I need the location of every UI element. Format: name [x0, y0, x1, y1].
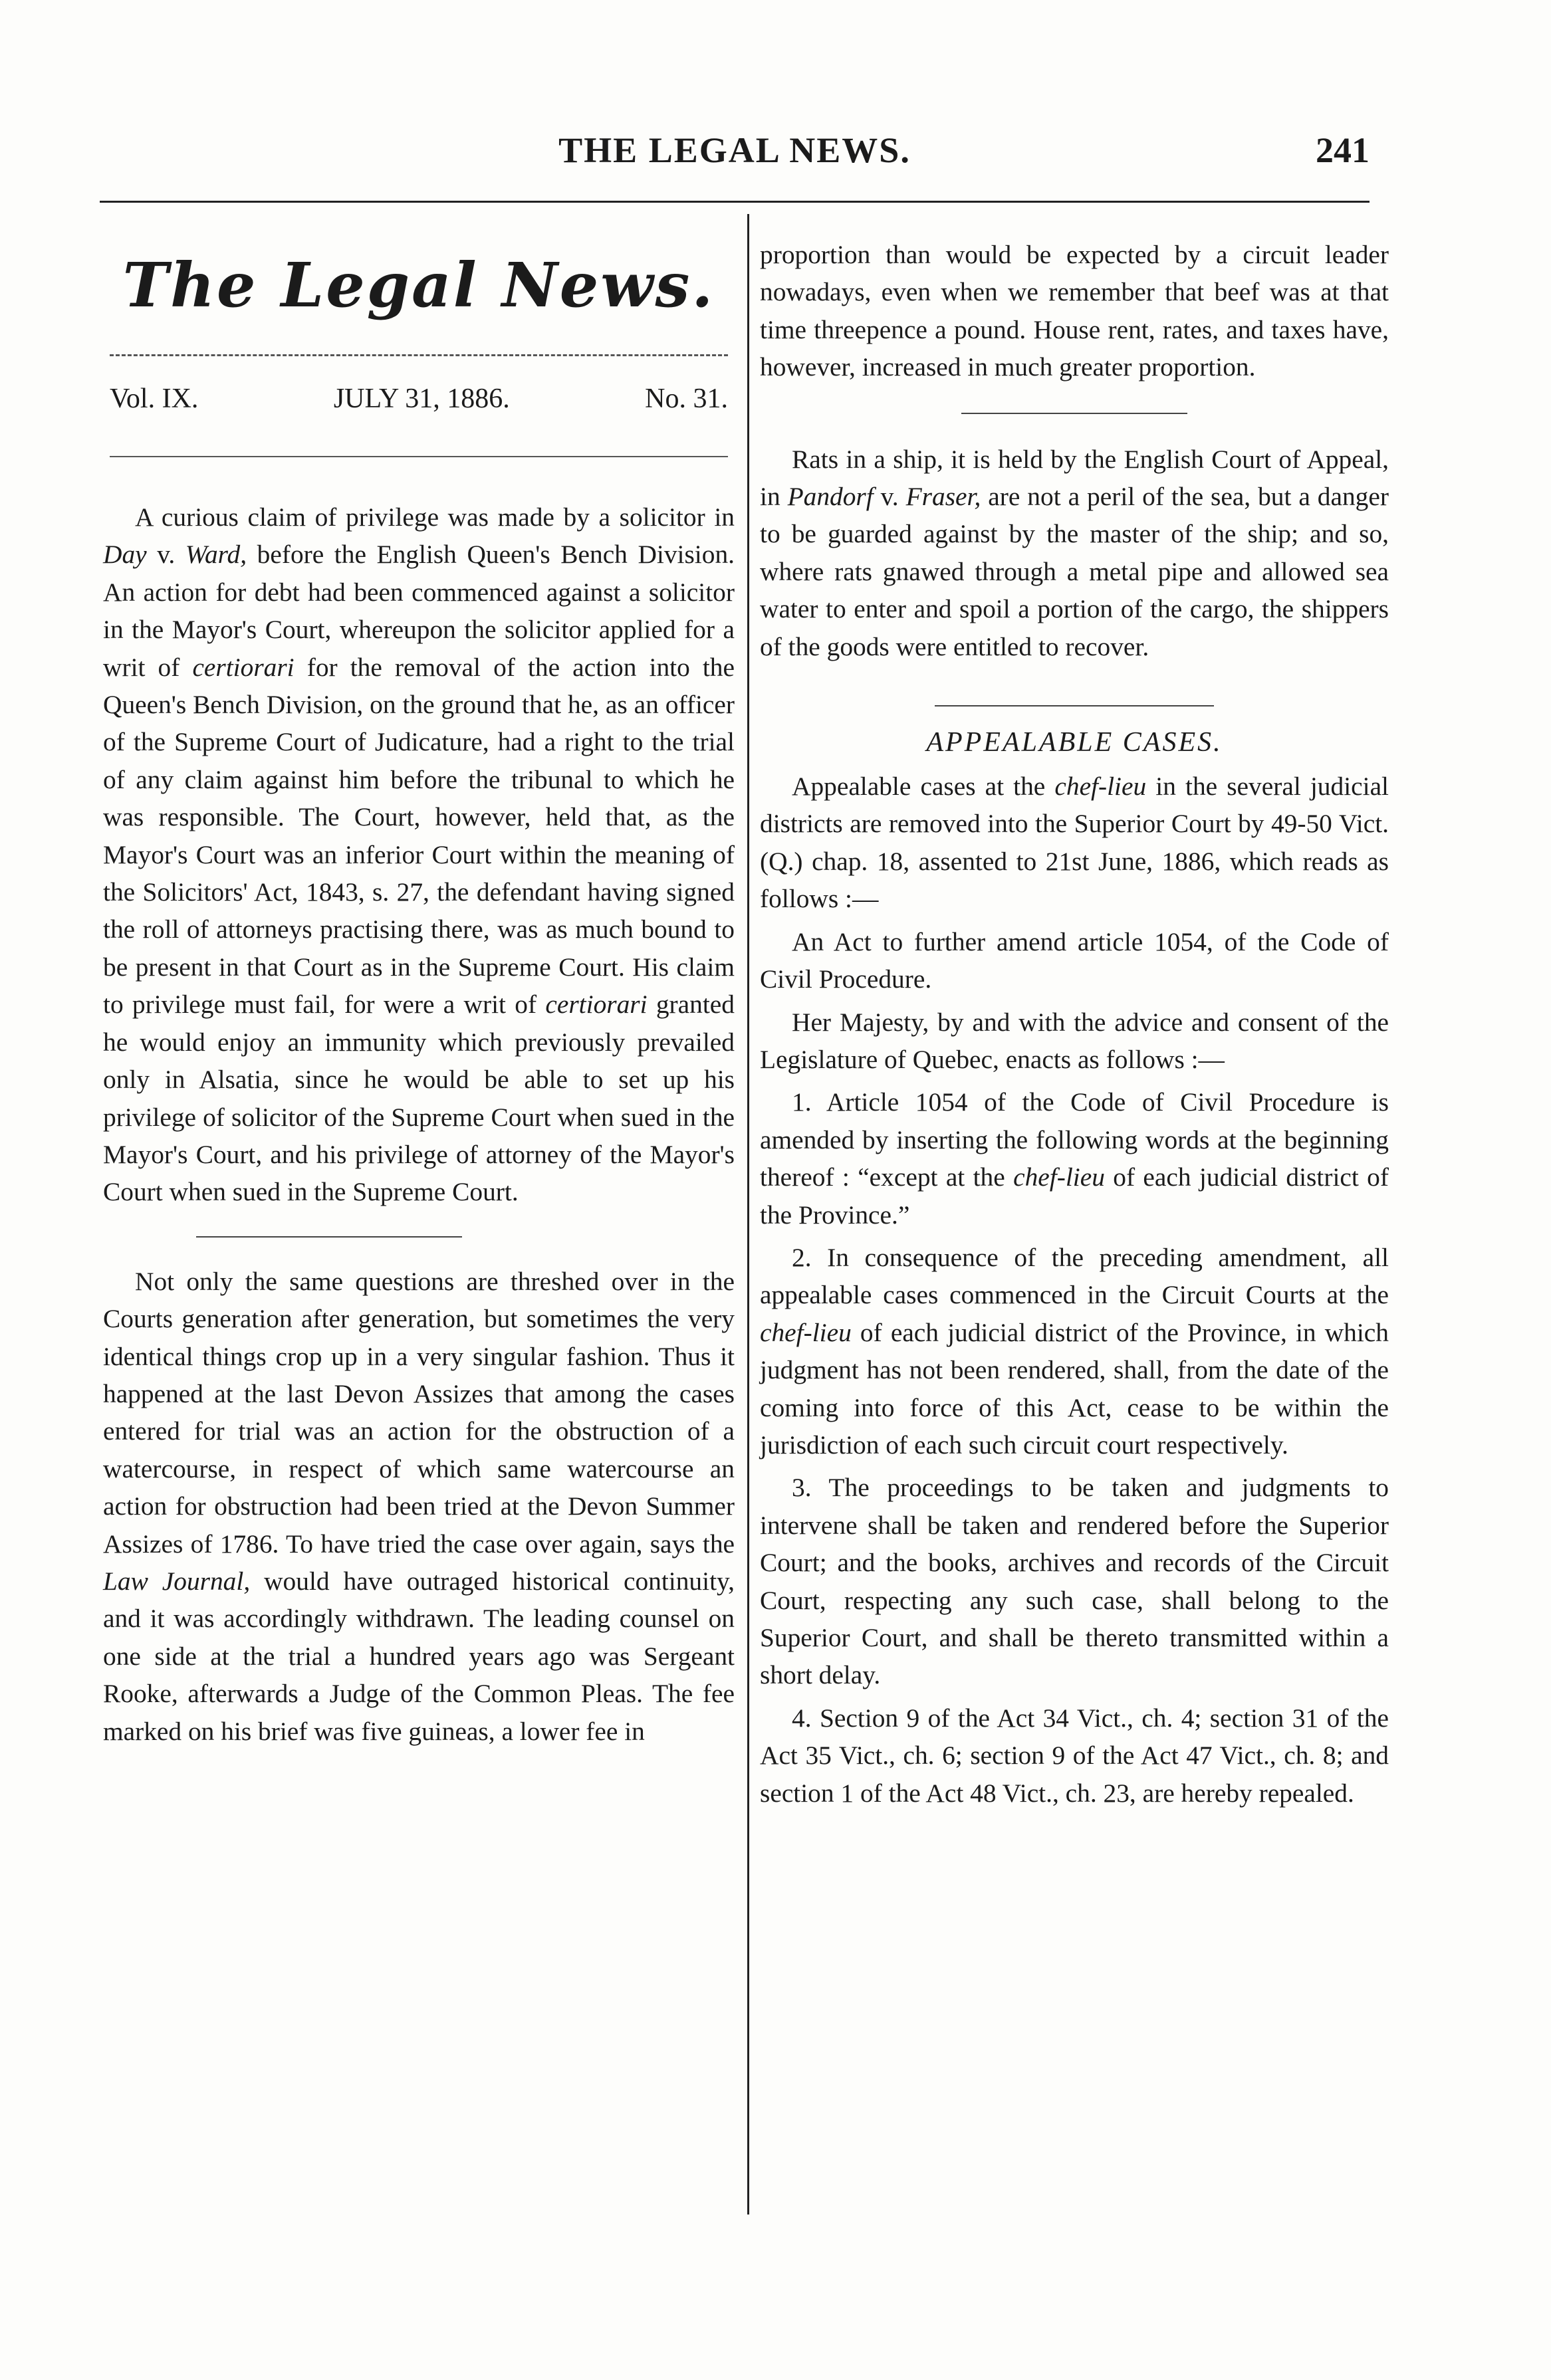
masthead-rule [110, 354, 728, 356]
running-title: THE LEGAL NEWS. [558, 130, 911, 170]
volume-label: Vol. IX. [110, 383, 199, 414]
left-column [103, 213, 735, 1750]
devon-paragraph: Not only the same questions are threshed over in the Courts generation after generation, but sometimes the very identical things crop up in a very singular fashion. Thus it happened at the last Devon Assizes that among the cases entered for trial was an action for the obstruction of a watercourse, in respect of which same watercourse an action for obstruction had been tried at the Devon Summer Assizes of 1786. To have tried the case over again, says the Law Journal, would have outraged historical continuity, and it was accordingly withdrawn. The leading counsel on one side at the trial a hundred years ago was Sergeant Rooke, afterwards a Judge of the Common Pleas. The fee marked on his brief was five guineas, a lower fee in [103, 1266, 735, 1746]
appealable-heading: APPEALABLE CASES. [926, 727, 1223, 758]
section-1: 1. Article 1054 of the Code of Civil Procedure is amended by inserting the following words at the beginning thereof : “except at the chef-lieu of each judicial district of the Province.” [760, 1087, 1389, 1230]
column-divider [747, 214, 749, 2215]
section-rule [935, 705, 1214, 706]
appealable-intro: Appealable cases at the chef-lieu in the several judicial districts are removed into the Superior Court by 49-50 Vict. (Q.) chap. 18, assented to 21st June, 1886, which reads as follows :— [760, 772, 1389, 914]
issue-line [103, 383, 735, 415]
section-rule [196, 1236, 462, 1238]
issue-number: No. 31. [645, 383, 728, 414]
right-column [760, 236, 1389, 1812]
masthead-title: The Legal News. [122, 249, 715, 321]
privilege-paragraph: A curious claim of privilege was made by a solicitor in Day v. Ward, before the English Queen's Bench Division. An action for debt had been commenced against a solicitor in the Mayor's Court, whereupon the solicitor applied for a writ of certiorari for the removal of the action into the Queen's Bench Division, on the ground that he, as an officer of the Supreme Court of Judicature, had a right to the trial of any claim against him before the tribunal to which he was responsible. The Court, however, held that, as the Mayor's Court was an inferior Court within the meaning of the Solicitors' Act, 1843, s. 27, the defendant having signed the roll of attorneys practising there, was as much bound to be present in that Court as in the Supreme Court. His claim to privilege must fail, for were a writ of certiorari granted he would enjoy an immunity which previously prevailed only in Alsatia, since he would be able to set up his privilege of solicitor of the Supreme Court when sued in the Mayor's Court, and his privilege of attorney of the Mayor's Court when sued in the Supreme Court. [103, 502, 735, 1207]
rats-paragraph: Rats in a ship, it is held by the English Court of Appeal, in Pandorf v. Fraser, are not a peril of the sea, but a danger to be guarded against by the master of the ship; and so, where rats gnawed through a metal pipe and allowed sea water to enter and spoil a portion of the cargo, the shippers of the goods were entitled to recover. [760, 444, 1389, 661]
issue-date: JULY 31, 1886. [333, 383, 510, 414]
page-number: 241 [1316, 130, 1370, 170]
header-rule [100, 201, 1370, 203]
enacting-clause: Her Majesty, by and with the advice and consent of the Legislature of Quebec, enacts as follows :— [760, 1007, 1389, 1074]
devon-continued: proportion than would be expected by a circuit leader nowadays, even when we remember that beef was at that time threepence a pound. House rent, rates, and taxes have, however, increased in much greater proportion. [760, 240, 1389, 382]
page-header [100, 130, 1370, 189]
section-rule [961, 413, 1187, 414]
section-3: 3. The proceedings to be taken and judgments to intervene shall be taken and rendered before the Superior Court; and the books, archives and records of the Circuit Court, respecting any such case, shall belong to the Superior Court, and shall be thereto transmitted within a short delay. [760, 1473, 1389, 1690]
issue-rule [110, 456, 728, 457]
act-title: An Act to further amend article 1054, of the Code of Civil Procedure. [760, 926, 1389, 994]
section-2: 2. In consequence of the preceding amendment, all appealable cases commenced in the Circuit Courts at the chef-lieu of each judicial district of the Province, in which judgment has not been rendered, shall, from the date of the coming into force of this Act, cease to be within the jurisdiction of each such circuit court respectively. [760, 1242, 1389, 1460]
section-4: 4. Section 9 of the Act 34 Vict., ch. 4; section 31 of the Act 35 Vict., ch. 6; section 9 of the Act 47 Vict., ch. 8; and section 1 of the Act 48 Vict., ch. 23, are hereby repealed. [760, 1703, 1389, 1808]
